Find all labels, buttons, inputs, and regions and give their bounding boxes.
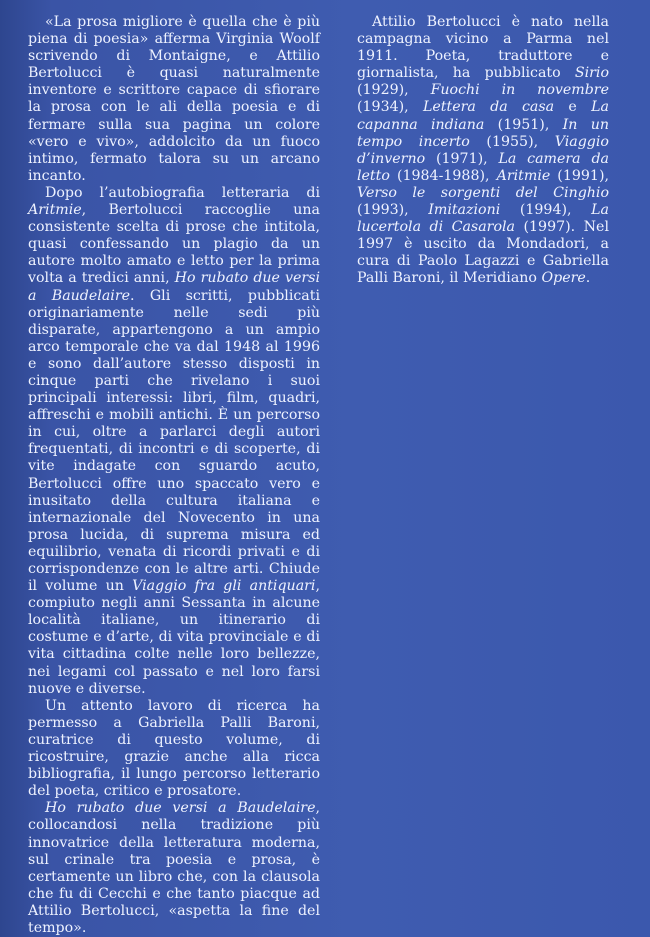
work-title: Aritmie: [496, 167, 551, 184]
work-title: Verso le sorgenti del Cinghio: [357, 184, 609, 201]
text-run: (1934),: [357, 99, 423, 116]
title-aritmie: Aritmie: [28, 202, 82, 219]
work-title: Viaggio d’inverno: [357, 133, 609, 167]
text-run: .: [585, 270, 591, 287]
text-run: (1994),: [500, 202, 592, 219]
text-run: (1929),: [357, 82, 431, 99]
work-title: Opere: [541, 270, 586, 287]
text-run: . Gli scritti, pubblicati originariamente nelle sedi più disparate, appartengono a un ampio arco temporale che va dal 1948 al 1996 e sono dall’autore stesso disposti in cinque parti che rivelano i suoi principali interessi: libri, film, quadri, affreschi e mobili antichi. È un percorso in cui, oltre a parlarci degli autori frequentati, di incontri e di scoperte, di vite indagate con sguardo acuto, Bertolucci offre uno spaccato vero e inusitato della cultura italiana e internazionale del Novecento in una prosa lucida, di suprema misura ed equilibrio, venata di ricordi privati e di corrispondenze con le altre arti. Chiude il volume un: [28, 287, 320, 595]
blurb-paragraph-closing: [28, 800, 320, 937]
work-title: Sirio: [574, 65, 609, 82]
text-run: (1997). Nel 1997 è uscito da Mondadori, a cura di Paolo Lagazzi e Gabriella Palli Baroni, il Meridiano: [357, 219, 609, 287]
work-title: Imitazioni: [428, 202, 501, 219]
work-title: La camera da letto: [357, 150, 609, 184]
work-title: La lucertola di Casarola: [357, 202, 609, 236]
title-viaggio-antiquari: Viaggio fra gli antiquari: [132, 578, 316, 595]
text-run: (1993),: [357, 202, 429, 219]
text-run: Dopo l’autobiografia letteraria di: [45, 184, 320, 201]
work-title: Lettera da casa: [422, 99, 555, 116]
text-run: e: [554, 99, 592, 116]
text-run: , compiuto negli anni Sessanta in alcune località italiane, un itinerario di costume e d’arte, di vita provinciale e di vita cittadina colte nelle loro bellezze, nei legami col passato e nel loro farsi nuove e diverse.: [28, 578, 320, 697]
work-title: In un tempo incerto: [357, 116, 609, 150]
text-run: (1971),: [425, 150, 499, 167]
text-run: , Bertolucci raccoglie una consistente scelta di prose che intitola, quasi confessando un plagio da un autore molto amato e letto per la prima volta a tredici anni,: [28, 202, 320, 287]
text-run: , collocandosi nella tradizione più innovatrice della letteratura moderna, sul crinale tra poesia e prosa, è certamente un libro che, con la clausola che fu di Cecchi e che tanto piacque ad Attilio Bertolucci, «aspetta la fine del tempo».: [28, 800, 320, 936]
blurb-column: [28, 14, 320, 937]
text-run: (1991),: [550, 167, 609, 184]
blurb-paragraph-collection: [28, 185, 320, 698]
text-run: (1984-1988),: [389, 167, 497, 184]
author-bio-paragraph: [357, 14, 609, 288]
blurb-paragraph-woolf: «La prosa migliore è quella che è più piena di poesia» afferma Virginia Woolf scrivendo di Montaigne, e Attilio Bertolucci è quasi naturalmente inventore e scrittore capace di sfiorare la prosa con le ali della poesia e di fermare sulla sua pagina un colore «vero e vivo», addolcito da un fuoco intimo, fermato talora su un arcano incanto.: [28, 14, 320, 184]
text-run: (1951),: [484, 116, 563, 133]
text-run: (1955),: [469, 133, 555, 150]
blurb-paragraph-research: Un attento lavoro di ricerca ha permesso a Gabriella Palli Baroni, curatrice di questo volume, di ricostruire, grazie anche alla ricca bibliografia, il lungo percorso letterario del poeta, critico e prosatore.: [28, 697, 320, 800]
work-title: Fuochi in novembre: [430, 82, 609, 99]
author-bio-column: [357, 14, 609, 288]
title-ho-rubato: Ho rubato due versi a Baudelaire: [45, 800, 316, 817]
work-title: La capanna indiana: [357, 99, 610, 133]
text-run: Attilio Bertolucci è nato nella campagna vicino a Parma nel 1911. Poeta, traduttore e giornalista, ha pubblicato: [357, 14, 609, 82]
title-ho-rubato: Ho rubato due versi a Baudelaire: [28, 270, 321, 304]
